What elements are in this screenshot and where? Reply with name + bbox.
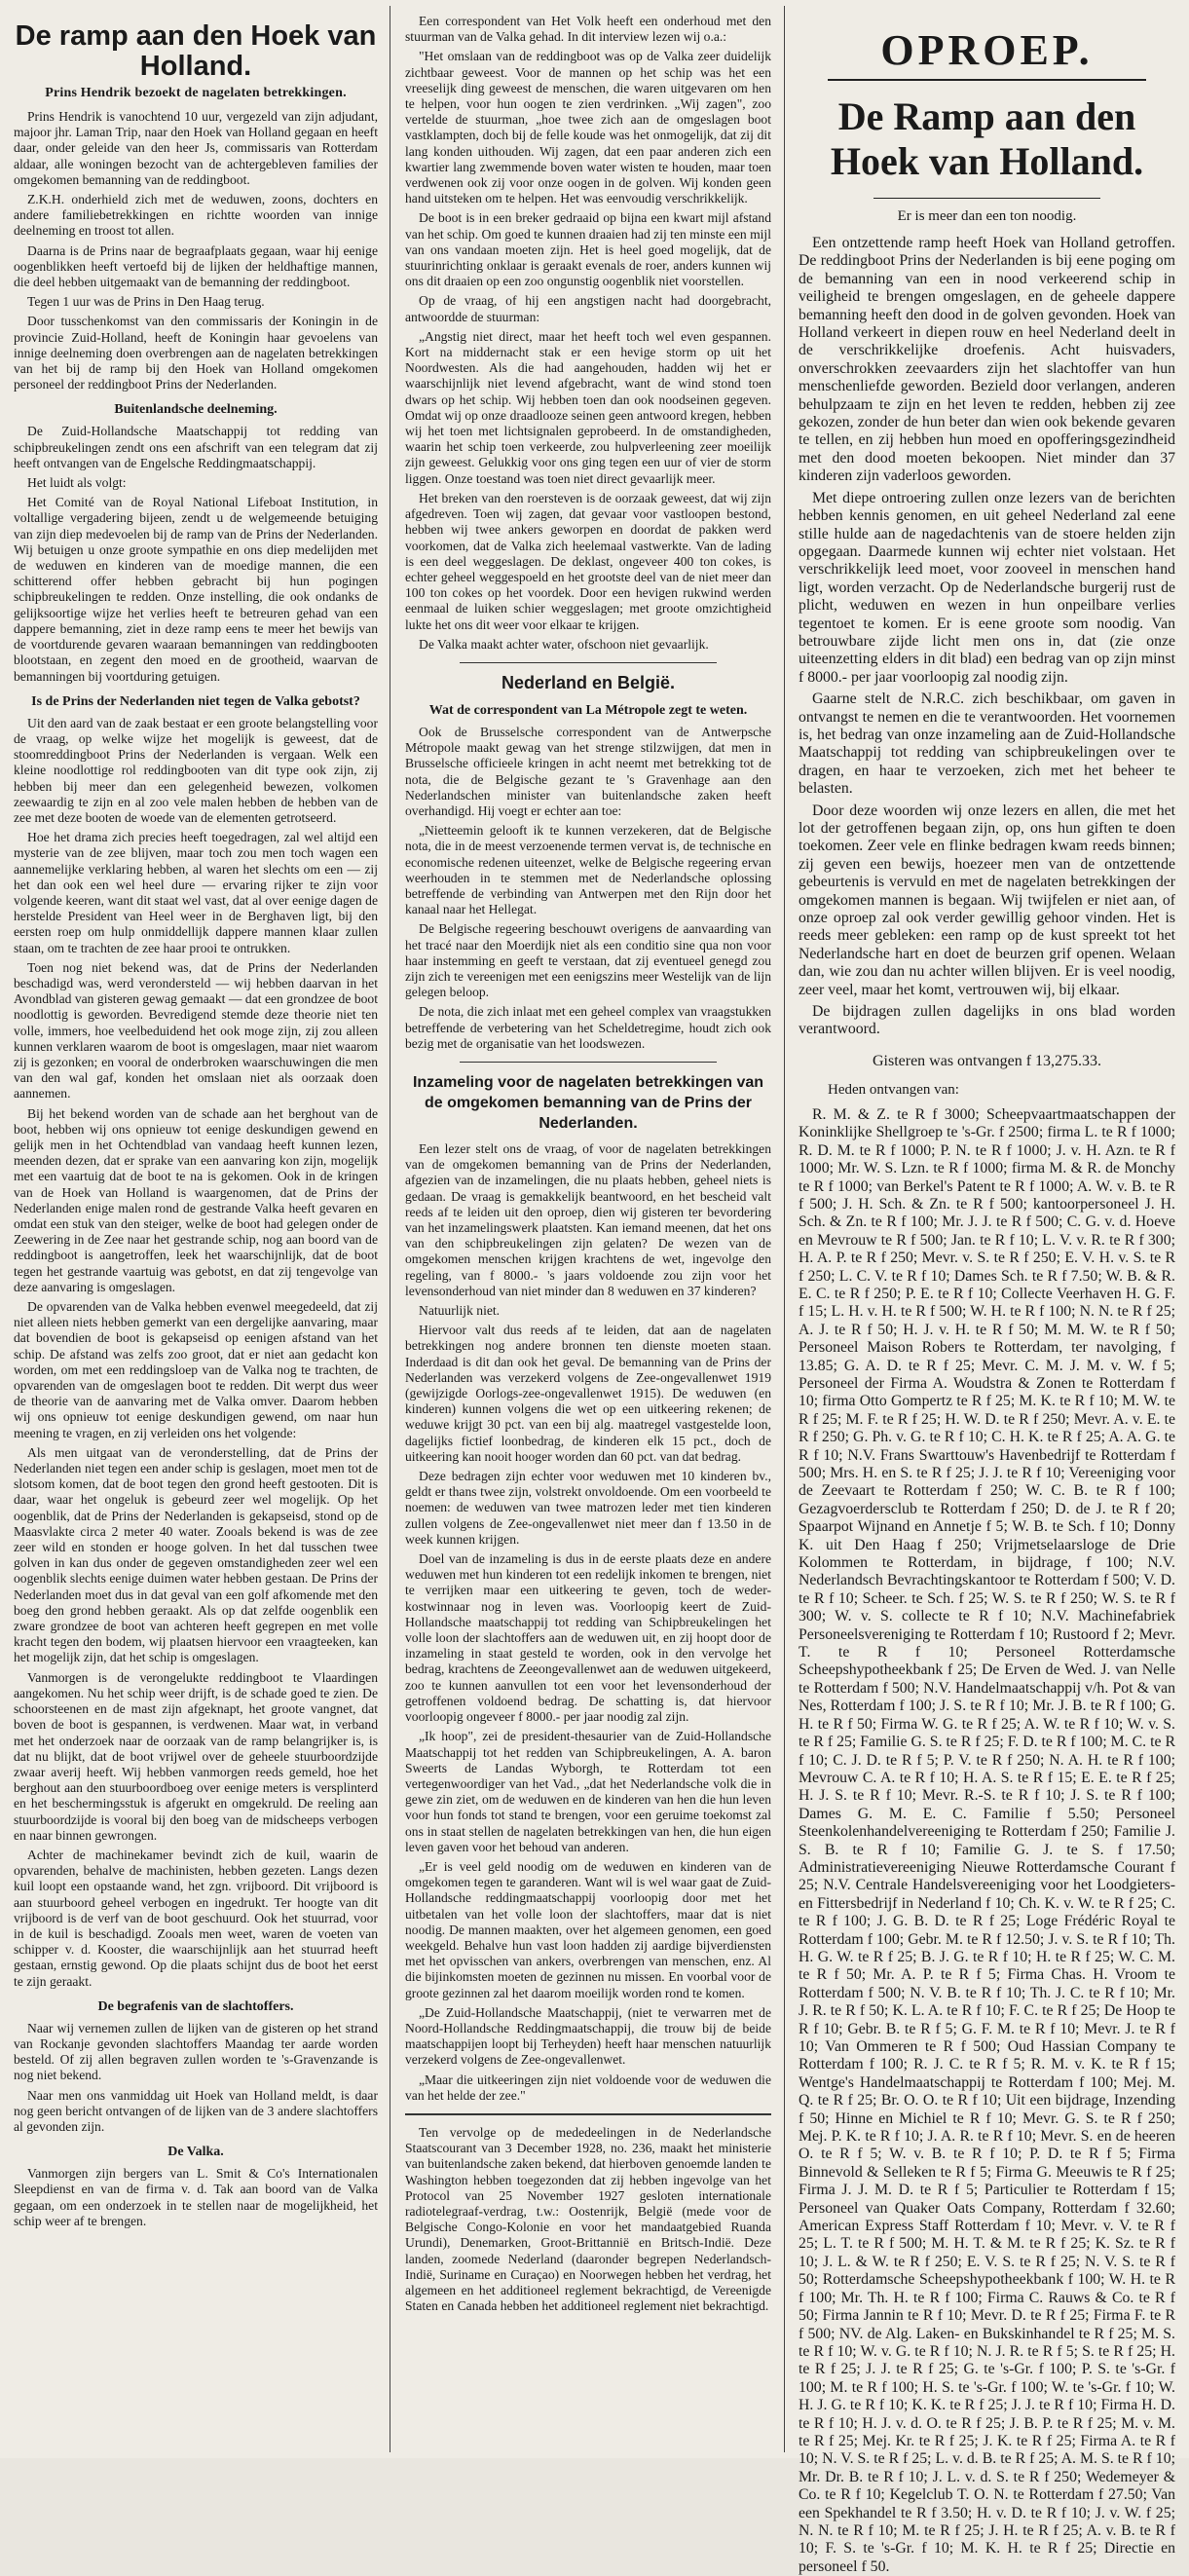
paragraph: Hiervoor valt dus reeds af te leiden, dat aan de nagelaten betrekkingen nog andere bronnen ten dienste moeten staan. Inderdaad is dit dan ook het geval. De bemanning van de Prins der Nederlanden was verzekerd volgens de Zee-ongevallenwet 1919 (gewijzigde Oorlogs-zee-ongevallenwet 1915). De weduwen (en kinderen) kunnen volgens die wet op een uitkeering rekenen; de weduwe krijgt 30 pct. van een bij alg. maatregel vastgestelde loon, dagelijks fictief loonbedrag, de kinderen elk 15 pct., doch de uitkeering kan nooit hooger worden dan 60 pct. van dat bedrag. bbox=[405, 1323, 771, 1464]
received-total: Gisteren was ontvangen f 13,275.33. bbox=[872, 1052, 1102, 1069]
paragraph: De boot is in een breker gedraaid op bijna een kwart mijl afstand van het schip. Om goed te kunnen draaien had zij ten minste een mijl van ons vandaan moeten zijn. Het is heel goed mogelijk, dat de stuurinrichting onklaar is geraakt evenals de roer, anders kunnen wij ons dit draaien op een zoo ongunstig oogenblik niet voorstellen. bbox=[405, 210, 771, 289]
paragraph: Een correspondent van Het Volk heeft een onderhoud met den stuurman van de Valka gehad. In dit interview lezen wij o.a.: bbox=[405, 14, 771, 45]
section-heading-buitenlandsche: Buitenlandsche deelneming. bbox=[114, 402, 278, 418]
received-today-label: Heden ontvangen van: bbox=[828, 1081, 959, 1098]
separator bbox=[460, 662, 716, 663]
paragraph: Deze bedragen zijn echter voor weduwen met 10 kinderen bv., geldt er thans twee zijn, volstrekt onvoldoende. Om een voorbeeld te noemen: de weduwen van twee matrozen leder met tien kinderen zullen volgens de Zee-ongevallenwet niet meer dan f 13.50 in de week kunnen krijgen. bbox=[405, 1469, 771, 1547]
article-title-ramp: De ramp aan den Hoek van Holland. bbox=[15, 20, 377, 82]
column-3 bbox=[787, 0, 1189, 2575]
paragraph: Door deze woorden wij onze lezers en allen, die met het lot der getroffenen begaan zijn, op, ons hun giften te doen toekomen. Zeer vele en flinke bedragen kwam reeds binnen; zij geven een bewijs, hoezeer men van de ontzettende gebeurtenis is vervuld en met de nagelaten betrekkingen der omgekomen mannen is begaan. Wij twijfelen er niet aan, of onze oproep zal ook verder gewillig gehoor vinden. Het is reeds meer gebleken: een ramp op de kust spreekt tot het Nederlandsche hart en doet de beurzen grif openen. Welaan dan, wie zou dan nu achter willen blijven. Er is veel noodig, zeer veel, maar het komt, vertrouwen wij, bij elkaar. bbox=[799, 802, 1175, 998]
article-subtitle-prins-hendrik: Prins Hendrik bezoekt de nagelaten betrekkingen. bbox=[45, 86, 347, 100]
paragraph: Doel van de inzameling is dus in de eerste plaats deze en andere weduwen met hun kinderen tot een redelijk inkomen te brengen, niet te verrijken maar een uitkeering te geven, toch de weder-kostwinnaar nog in leven was. Voorloopig keert de Zuid-Hollandsche maatschappij tot redding van Schipbreukelingen het volle loon der slachtoffers aan de weduwen uit, en zij hoopt door de inzameling in staat gesteld te worden, ook in den vervolge het bedrag, krachtens de Zeeongevallenwet aan de weduwen uitgekeerd, zoo te kunnen aanvullen tot een voor het levensonderhoud der getroffenen voldoend bedrag. De schatting is, dat hiervoor voorloopig ongeveer f 8000.- per jaar noodig zal zijn. bbox=[405, 1551, 771, 1725]
paragraph: De Zuid-Hollandsche Maatschappij tot redding van schipbreukelingen zendt ons een afschrift van een telegram dat zij heeft ontvangen van de Engelsche Reddingmaatschappij. bbox=[14, 424, 378, 470]
separator bbox=[460, 1062, 716, 1063]
paragraph: Het luidt als volgt: bbox=[27, 475, 127, 491]
section-heading-inzameling: Inzameling voor de nagelaten betrekkingen van de omgekomen bemanning van de Prins der Nederlanden. bbox=[412, 1073, 764, 1132]
paragraph: Z.K.H. onderhield zich met de weduwen, zoons, dochters en andere familiebetrekkingen en richtte woorden van innige deelneming en troost tot allen. bbox=[14, 192, 378, 239]
section-heading-valka: De Valka. bbox=[167, 2145, 224, 2160]
paragraph: De opvarenden van de Valka hebben evenwel meegedeeld, dat zij niet alleen niets hebben gemerkt van een dergelijke aanvaring, maar dat bovendien de boot is gekapseisd op eenigen afstand van het schip. De afstand was zelfs zoo groot, dat er niet aan gedacht kon worden, om met een reddingsloep van de Valka nog te trachten, de opvarenden van de omgeslagen boot te redden. Dit werpt dus weer de theorie van de aanvaring met de Valka omver. Daarom hebben wij ons opnieuw tot eenige deskundigen gewend, om naar hun meening te vragen, en zij verleiden ons het volgende: bbox=[14, 1299, 378, 1440]
paragraph: Prins Hendrik is vanochtend 10 uur, vergezeld van zijn adjudant, majoor jhr. Laman Trip, naar den Hoek van Holland gegaan en heeft daar, onder geleide van den heer Js, commissaris van Rotterdam aldaar, alle woningen bezocht van de achtergebleven families der omgekomen bemanning van de reddingboot. bbox=[14, 109, 378, 187]
paragraph: Het Comité van de Royal National Lifeboat Institution, in voltallige vergadering bijeen, zendt u de welgemeende betuiging van zijn diep medevoelen bij de ramp van de Prins der Nederlanden. Wij betuigen u onze groote sympathie en ons diep medelijden met de weduwen en kinderen van de moedige mannen, die een schitterend offer hebben gebracht bij hun pogingen schipbreukelingen te redden. Onze instelling, die ook ondanks de gelijksoortige wijze het verlies heeft te betreuren gehad van een dappere bemanning, ziet in deze ramp eens te meer het bewijs van de voortdurende gevaren waaraan bemanningen van reddingbooten blootstaan, en zegent den moed en de grootheid, waarvan de bemanningen bij voortduring getuigen. bbox=[14, 495, 378, 684]
paragraph: Met diepe ontroering zullen onze lezers van de berichten hebben kennis genomen, en uit geheel Nederland zal eene stille hulde aan de nagedachtenis van de stoere helden zijn opgegaan. Daarmede kunnen wij echter niet volstaan. Het verschrikkelijk leed moet, voor zooveel in menschen hand ligt, worden verzacht. Op de Nederlandsche burgerij rust de plicht, weduwen en wezen in hun onpeilbare verlies tegentoet te komen. Er is eene groote som noodig. Van betrouwbare zijde licht men ons in, dat (zie onze uiteenzetting elders in dit blad) een bedrag van op zijn minst f 8000.- per jaar voorloopig zal noodig zijn. bbox=[799, 489, 1175, 686]
paragraph: De nota, die zich inlaat met een geheel complex van vraagstukken betreffende de verbetering van het Scheldetregime, houdt zich ook bezig met de organisatie van het loodswezen. bbox=[405, 1004, 771, 1051]
column-1 bbox=[0, 0, 388, 2458]
paragraph: Als men uitgaat van de veronderstelling, dat de Prins der Nederlanden niet tegen een ander schip is geslagen, moet men tot de slotsom komen, dat de boot tegen den grond heeft gestooten. Dit is daar, waar het ongeluk is gebeurd zeer wel mogelijk. Op het oogenblik, dat de Prins der Nederlanden is gekapseisd, stond op de Maasvlakte circa 2 meter 40 water. Zooals bekend is was de zee zeer wild en stonden er hooge golven. In het dal tusschen twee golven in kan dus onder de gegeven omstandigheden zeer wel een oogenblik slechts eenige duimen water hebben gestaan. De Prins der Nederlanden moet dus in dat geval van een golf afkomende met den boeg den grond hebben geraakt. Als op dat zelfde oogenblik een zware grondzee de boot van achteren heeft gegrepen en met volle kracht tegen den bodem, wij plaatsen hiervoor een vraagteeken, kan het mogelijk zijn, dat het schip is omgeslagen. bbox=[14, 1444, 378, 1665]
oproep-heading: OPROEP. bbox=[880, 26, 1094, 74]
paragraph: Een ontzettende ramp heeft Hoek van Holland getroffen. De reddingboot Prins der Nederlanden is bij eene poging om de bemanning van een in nood verkeerend schip in veiligheid te brengen omgeslagen, en de geheele dappere bemanning heeft den dood in de golven gevonden. Hoek van Holland verkeert in diepen rouw en heel Nederland deelt in de verschrikkelijke droefenis. Acht huisvaders, onverschrokken zeevaarders zijn het slachtoffer van hun menschenliefde geworden. Bezield door verlangen, anderen behulpzaam te zijn en het leven te redden, hebben zij zee gekozen, zonder de hun beter dan wien ook bekende gevaren te tellen, en zij hebben hun moed en opofferingsgezindheid met den dood moeten bekoopen. Niet minder dan 37 kinderen zijn vaderloos geworden. bbox=[799, 235, 1175, 485]
separator bbox=[873, 198, 1099, 199]
oproep-title: De Ramp aan den Hoek van Holland. bbox=[830, 94, 1144, 183]
paragraph: „Ik hoop", zei de president-thesaurier van de Zuid-Hollandsche Maatschappij tot het redden van Schipbreukelingen, A. A. baron Sweerts de Landas Wyborgh, te Rotterdam tot een vertegenwoordiger van het Vad., „dat het Nederlandsche volk die in gewe zin ziet, om de weduwen en de kinderen van hen die hun leven voor hun fonds tot stand te brengen, voor een geruime toekomst zal ons in staat stellen de nagelaten betrekkingen van hen, die hun eigen leven gaven voor het behoud van anderen. bbox=[405, 1729, 771, 1854]
paragraph: De Valka maakt achter water, ofschoon niet gevaarlijk. bbox=[419, 636, 709, 652]
paragraph: Ten vervolge op de mededeelingen in de Nederlandsche Staatscourant van 3 December 1928, no. 236, maakt het ministerie van buitenlandsche zaken bekend, dat hierboven genoemde landen te Washington hebben toegezonden dat zij hebben ingevolge van het Protocol van 25 November 1927 gesloten internationale radiotelegraaf-verdrag, t.w.: Oostenrijk, België (mede voor de Belgische Congo-Kolonie en voor het mandaatgebied Ruanda Urundi), Denemarken, Groot-Brittannië en Britsch-Indië. Deze landen, zoomede Nederland (daaronder begrepen Nederlandsch-Indië, Suriname en Curaçao) en Noorwegen hebben het verdrag, het algemeen en het additioneel reglement bekrachtigd, de Vereenigde Staten en Canada hebben het additioneel reglement niet bekrachtigd. bbox=[405, 2124, 771, 2314]
paragraph: Toen nog niet bekend was, dat de Prins der Nederlanden beschadigd was, werd verondersteld — wij hebben daarvan in het Avondblad van gisteren gewag gemaakt — dat een grondzee de boot noodlottig is geworden. Bevredigend stemde deze theorie niet ten volle, immers, hoe veelbeduidend het ook moge zijn, zij zou alleen kunnen verklaren waarom de boot is omgeslagen, maar niet waarom zij is gezonken; en vooral de onderbroken waarschuwingen die men van den wal gaf, konden het omslaan niet als oorzaak doen aannemen. bbox=[14, 959, 378, 1101]
paragraph: Bij het bekend worden van de schade aan het berghout van de boot, hebben wij ons opnieuw tot eenige deskundigen gewend en gelijk men in het Ochtendblad van vandaag heeft kunnen lezen, meenden dezen, dat er sprake van een aanvaring kon zijn, mogelijk met een vaartuig dat de boot te na is gekomen. Ook in de kringen van de Hoek van Holland is waargenomen, dat de Prins der Nederlanden enige malen rond de gestrande Valka heeft gevaren en omdat een stuk van den steiger, welke de boot had gelegen onder de Zeewering in de Zee naar het gestrande schip, nog aan boord van de reddingboot is aangetroffen, leek het waarschijnlijk, dat de boot tegen het gestrande vaartuig was gebotst, en dat zij tengevolge van deze aanvaring is omgeslagen. bbox=[14, 1105, 378, 1294]
paragraph: „De Zuid-Hollandsche Maatschappij, (niet te verwarren met de Noord-Hollandsche Reddingmaatschappij, die trouw bij de beide maatschappijen loopt bij Terheyden) heeft haar menschen natuurlijk verzekerd volgens de Zee-ongevallenwet. bbox=[405, 2004, 771, 2068]
paragraph: Een lezer stelt ons de vraag, of voor de nagelaten betrekkingen van de omgekomen bemanning van de Prins der Nederlanden, afgezien van de inzamelingen, die nu plaats hebben, geheel niets is gedaan. De vraag is gemakkelijk beantwoord, en het bescheid valt reeds af te leiden uit den oproep, dien wij gisteren ter bevordering van het inzamelingswerk plaatsten. Kan iemand meenen, dat het ons van den schipbreukelingen zijn gelaten? De wezen van de omgekomen menschen krijgen krachtens de wet, ingevolge den regeling, van f 8000.- 's jaars voldoende zou zijn voor het levensonderhoud van niet minder dan 8 weduwen en 37 kinderen? bbox=[405, 1140, 771, 1298]
paragraph: Vanmorgen zijn bergers van L. Smit & Co's Internationalen Sleepdienst en van de firma v. d. Tak aan boord van de Valka gegaan, om een onderzoek in te stellen naar de mogelijkheid, het schip weer af te brengen. bbox=[14, 2166, 378, 2228]
paragraph: Uit den aard van de zaak bestaat er een groote belangstelling voor de vraag, op welke wijze het mogelijk is geweest, dat de stoomreddingboot Prins der Nederlanden is vergaan. Welk een kleine noodlottige rol reddingbooten van dit type ook zijn, zij hebben bij meer dan een gelegenheid bewezen, volkomen zeewaardig te zijn en al zoo vele malen hebben de hebben van de zee met deze booten de woede van de elementen getrotseerd. bbox=[14, 715, 378, 825]
column-2 bbox=[393, 0, 781, 2458]
section-heading-nederland-belgie: Nederland en België. bbox=[501, 672, 676, 692]
paragraph: Tegen 1 uur was de Prins in Den Haag terug. bbox=[27, 294, 265, 310]
paragraph: "Het omslaan van de reddingboot was op de Valka zeer duidelijk zichtbaar geweest. Voor de mannen op het schip was het een vreeselijk ding geweest de menschen, die waren uitgevaren om hen te helpen, voor hun oogen te zien verdrinken. „Wij zagen", zoo vertelde de stuurman, „hoe twee zich aan de omgeslagen boot vastklampten, doch bij de felle koude was het onmogelijk, dat zij dit lang konden uithouden. Wij zagen, dat een paar anderen zich een kwartier lang zwemmende boven water wisten te houden, maar toen verdwenen ook zij voor onze oogen in de golven. Wij konden geen hand uitsteken om te helpen. Het was eenvoudig verschrikkelijk. bbox=[405, 49, 771, 206]
paragraph: Op de vraag, of hij een angstigen nacht had doorgebracht, antwoordde de stuurman: bbox=[405, 293, 771, 324]
paragraph: Het breken van den roersteven is de oorzaak geweest, dat wij zijn afgedreven. Toen wij zagen, dat gevaar voor vastloopen bestond, hebben wij twee ankers geworpen en doordat de pakken werd voorkomen, dat de Valka zich heelemaal vastwerkte. Van de lading is een deel weggeslagen. De deklast, ongeveer 400 ton cokes, is echter geheel weggespoeld en het grootste deel van de niet meer dan 100 ton cokes op het voordek. Door een hevigen rukwind werden eenmaal de luiken schier weggeslagen; met groote omzichtigheid lukte het ons dit weer voor elkaar te krijgen. bbox=[405, 490, 771, 632]
paragraph: Naar wij vernemen zullen de lijken van de gisteren op het strand van Rockanje gevonden slachtoffers Maandag ter aarde worden besteld. Of zij allen begraven zullen worden te 's-Gravenzande is nog niet bekend. bbox=[14, 2020, 378, 2083]
paragraph: „Nietteemin gelooft ik te kunnen verzekeren, dat de Belgische nota, die in de meest verzoenende termen vervat is, de technische en economische redenen uiteenzet, welke de Belgische regeering ervan weerhouden in te stemmen met de Nederlandsche oplossing betreffende de verbinding van Antwerpen met den Rijn door het kanaal naar het Hellegat. bbox=[405, 823, 771, 917]
paragraph: „Maar die uitkeeringen zijn niet voldoende voor de weduwen die van het helde der zee." bbox=[405, 2072, 771, 2103]
paragraph: Natuurlijk niet. bbox=[419, 1303, 501, 1319]
separator bbox=[828, 79, 1146, 81]
section-heading-begrafenis: De begrafenis van de slachtoffers. bbox=[97, 1998, 294, 2014]
paragraph: Ook de Brusselsche correspondent van de Antwerpsche Métropole maakt gewag van het strenge stilzwijgen, dat men in Brusselsche officieele kringen in acht neemt met betrekking tot de nota, die de Belgische gezant te 's Gravenhage aan den Nederlandschen minister van buitenlandsche zaken heeft overhandigd. Hij voegt er echter aan toe: bbox=[405, 724, 771, 818]
paragraph: De bijdragen zullen dagelijks in ons blad worden verantwoord. bbox=[799, 1003, 1175, 1038]
paragraph: Daarna is de Prins naar de begraafplaats gegaan, waar hij eenige oogenblikken heeft vertoefd bij de lijken der heldhaftige mannen, die deel hebben uitgemaakt van de bemanning der reddingboot. bbox=[14, 243, 378, 290]
section-heading-valka-gebotst: Is de Prins der Nederlanden niet tegen de Valka gebotst? bbox=[31, 693, 360, 709]
donations-list: R. M. & Z. te R f 3000; Scheepvaartmaatschappen der Koninklijke Shellgroep te 's-Gr. f 2500; firma L. te R f 1000; R. D. M. te R f 1000; P. N. te R f 1000; J. v. H. Azn. te R f 1000; Mr. W. S. Lzn. te R f 1000; firma M. & R. de Monchy te R f 1000; van Berkel's Patent te R f 1000; A. W. v. B. te R f 500; J. H. Sch. & Zn. te R f 500; kantoorpersoneel J. H. Sch. & Zn. te R f 100; Mr. J. J. te R f 500; C. G. v. d. Hoeve en Mevrouw te R f 500; Jan. te R f 10; L. V. v. R. te R f 300; H. A. P. te R f 250; Mevr. v. S. te R f 250; E. V. H. v. S. te R f 250; L. C. V. te R f 10; Dames Sch. te R f 7.50; W. B. & R. E. C. te R f 250; P. E. te R f 10; Collecte Veerhaven H. G. F. f 15; L. H. v. H. te R f 500; W. H. te R f 100; N. N. te R f 25; A. J. te R f 50; H. J. v. H. te R f 50; M. M. W. te R f 50; Personeel Maison Robers te Rotterdam, ter navolging, f 13.85; G. A. D. te R f 25; Mevr. C. M. J. M. v. W. f 5; Personeel der Firma A. Woudstra & Zonen te Rotterdam f 10; firma Otto Gompertz te R f 25; M. K. te R f 10; M. W. te R f 25; M. F. te R f 25; H. W. D. te R f 250; Mevr. A. v. E. te R f 250; G. Ph. v. G. te R f 10; C. H. K. te R f 25; A. A. G. te R f 10; N.V. Frans Swarttouw's Havenbedrijf te Rotterdam f 500; Mrs. H. en S. te R f 25; J. J. te R f 10; Vereeniging voor de Zeevaart te Rotterdam f 250; W. C. B. te R f 100; Gezagvoerdersclub te Rotterdam f 250; D. de J. te R f 20; Spaarpot Wijnand en Annetje f 5; W. B. te Sch. f 10; Donny K. uit Den Haag f 250; Vrijmetselaarsloge de Drie Kolommen te Rotterdam, in bijdrage, f 100; N.V. Nederlandsch Bevrachtingskantoor te Rotterdam f 500; V. D. te R f 10; Scheer. te Sch. f 25; W. S. te R f 250; W. S. te R f 300; W. v. S. collecte te R f 10; N.V. Machinefabriek Personeelsvereniging te Rotterdam f 10; Rustoord f 2; Mevr. T. te R f 10; Personeel Rotterdamsche Scheepshypotheekbank f 25; De Erven de Wed. J. van Nelle te Rotterdam f 500; N.V. Handelmaatschappij v/h. Pot & van Nes, Rotterdam f 100; J. S. te R f 10; Mr. J. B. te R f 100; G. H. te R f 50; Firma W. G. te R f 25; A. W. te R f 10; W. v. S. te R f 25; Familie G. S. te R f 25; F. D. te R f 100; M. C. te R f 10; C. J. D. te R f 5; P. V. te R f 250; N. A. H. te R f 100; Mevrouw C. A. te R f 10; H. A. S. te R f 15; E. E. te R f 25; H. J. S. te R f 10; Mevr. R.-S. te R f 10; J. S. te R f 100; Dames G. M. E. C. Familie f 5.50; Personeel Steenkolenhandelvereeniging te Rotterdam f 250; Familie J. S. B. te R f 10; Familie G. J. te S. f 17.50; Administratievereeniging Nieuwe Rotterdamsche Courant f 25; N.V. Centrale Handelsvereeniging voor het Loodgieters- en Fittersbedrijf in Nederland f 10; Ch. K. v. W. te R f 25; C. te R f 100; J. G. B. D. te R f 25; Loge Frédéric Royal te Rotterdam f 100; Gebr. M. te R f 12.50; J. v. S. te R f 10; Th. H. G. W. te R f 25; B. J. G. te R f 10; H. te R f 25; W. C. M. te R f 50; Mr. A. P. te R f 5; Firma Chas. H. Vroom te Rotterdam f 500; N. V. B. te R f 10; Th. J. C. te R f 10; Mr. J. R. te R f 50; K. L. A. te R f 10; F. C. te R f 25; De Hoop te R f 10; Gebr. B. te R f 5; G. F. M. te R f 10; Mevr. J. te R f 10; Van Ommeren te R f 500; Oud Hassian Company te Rotterdam f 100; R. J. C. te R f 5; R. M. v. K. te R f 15; Wentge's Handelmaatschappij te Rotterdam f 100; Mej. M. Q. te R f 25; Br. O. O. te R f 10; Uit een bijdrage, Inzending f 50; Hinne en Michiel te R f 10; Mevr. G. S. te R f 250; Mej. P. K. te R f 10; J. A. R. te R f 10; Mevr. S. en de heeren O. te R f 5; W. v. B. te R f 10; P. D. te R f 5; Firma Binnevold & Selleken te R f 5; Firma G. Meeuwis te R f 25; Firma J. J. M. D. te R f 5; Particulier te Rotterdam f 15; Personeel van Quaker Oats Company, Rotterdam f 32.60; American Express Staff Rotterdam f 10; Mevr. v. V. te R f 25; L. T. te R f 500; M. H. T. & M. te R f 25; K. Sz. te R f 10; J. L. & W. te R f 250; E. V. S. te R f 25; N. V. S. te R f 50; Rotterdamsche Scheepshypotheekbank f 100; W. H. te R f 100; Mr. Th. H. te R f 100; Firma C. Rauws & Co. te R f 50; Firma Jannin te R f 10; Mevr. D. te R f 25; Firma F. te R f 500; NV. de Alg. Laken- en Bukskinhandel te R f 25; M. S. te R f 10; W. v. G. te R f 10; N. J. R. te R f 5; S. te R f 25; H. te R f 25; J. J. te R f 25; G. te 's-Gr. f 100; P. S. te 's-Gr. f 100; M. te R f 100; H. S. te 's-Gr. f 100; W. te 's-Gr. f 10; W. H. J. G. te R f 10; K. K. te R f 25; J. J. te R f 10; Firma H. D. te R f 10; H. J. v. d. O. te R f 25; J. B. P. te R f 25; M. v. M. te R f 25; Mej. Kr. te R f 25; J. K. te R f 25; Firma A. te R f 10; N. V. S. te R f 25; L. v. d. B. te R f 25; A. M. S. te R f 10; Mr. Dr. B. te R f 10; J. L. v. d. S. te R f 250; Wedemeyer & Co. te R f 10; Kegelclub T. O. N. te Rotterdam f 27.50; Van een Spekhandel te R f 3.50; H. v. D. te R f 10; J. v. W. f 25; N. N. te R f 10; M. te R f 25; J. H. te R f 25; A. v. B. te R f 10; F. S. te 's-Gr. f 10; M. K. H. te R f 25; Directie en personeel f 50. bbox=[799, 1105, 1175, 2575]
paragraph: Naar men ons vanmiddag uit Hoek van Holland meldt, is daar nog geen bericht ontvangen of de lijken van de 3 andere slachtoffers al gevonden zijn. bbox=[14, 2087, 378, 2134]
column-rule-2 bbox=[784, 6, 785, 2452]
oproep-subtitle: Er is meer dan een ton noodig. bbox=[897, 208, 1077, 224]
paragraph: De Belgische regeering beschouwt overigens de aanvaarding van het tracé naar den Moerdijk niet als een conditio sine qua non voor haar instemming en geeft te verstaan, dat zij eventueel genegd zou zijn zich te vereenigen met een eenigszins meer Westelijk van de lijn gelegen beloop. bbox=[405, 921, 771, 1000]
paragraph: Vanmorgen is de verongelukte reddingboot te Vlaardingen aangekomen. Nu het schip weer drijft, is de schade goed te zien. De schoorsteenen en de mast zijn afgeknapt, het groote vangnet, dat boven de boot is gespannen, is verdwenen. Maar wat, in verband met het onderzoek naar de oorzaak van de ramp belangrijker is, is dat nu blijkt, dat de boot vrijwel over de geheele stuurboordzijde zwaar averij heeft. Wij hebben vanmorgen reeds gemeld, hoe het berghout aan den stuurboordboeg over eenige meters is versplinterd en het beschermingsstuk is afgerukt en omgekruld. De reeling aan stuurboordzijde is vooral bij den boeg van de midscheeps verbogen en naar binnen gewrongen. bbox=[14, 1669, 378, 1843]
paragraph: Achter de machinekamer bevindt zich de kuil, waarin de opvarenden, behalve de machinisten, hebben gezeten. Langs dezen kuil loopt een opstaande wand, het zgn. vrijboord. Dit vrijboord is aan stuurboord geheel verbogen en ingedrukt. Ter hoogte van dit vrijboord is de verf van de boot geschuurd. Ook het stuurrad, voor in de kuil is beschadigd. Zooals men weet, waren de voeten van schipper v. d. Kooster, die waarschijnlijk aan het stuurrad heeft gestaan, ernstig gewond. Op die plaats schijnt dus de boot het eerst te zijn geraakt. bbox=[14, 1847, 378, 1989]
paragraph: „Er is veel geld noodig om de weduwen en kinderen van de omgekomen tegen te garanderen. Want wil is wel waar gaat de Zuid-Hollandsche reddingmaatschappij voorloopig door met het uitbetalen van het volle loon der slachtoffers, maar dat is niet noodig. De mannen maakten, over het algemeen genomen, een goed weekgeld. Behalve hun vast loon hadden zij aardige bijverdiensten met het opvisschen van ankers, overbrengen van menschen, enz. Al die bijinkomsten moeten de gezinnen nu missen. En voorbal voor de groote gezinnen zal het daarom moeilijk worden rond te komen. bbox=[405, 1858, 771, 2000]
paragraph: Door tusschenkomst van den commissaris der Koningin in de provincie Zuid-Holland, heeft de Koningin haar gevoelens van innige deelneming doen overbrengen aan de nagelaten betrekkingen van het bij de ramp bij den Hoek van Holland omgekomen personeel der reddingboot Prins der Nederlanden. bbox=[14, 314, 378, 392]
paragraph: Hoe het drama zich precies heeft toegedragen, zal wel altijd een mysterie van de zee blijven, maar toch zou men toch wagen een aannemelijke verklaring hebben, al waren het slechts om een — zij het dan ook een wel heel dure — ervaring rijker te zijn voor volgende keeren, want dit staat wel vast, dat al over eenige dagen de herstelde President van Heel weer in de Berghaven ligt, bij den eersten roep om hulp onmiddellijk dappere mannen klaar zullen staan, om te trachten de zee haar prooi te ontrukken. bbox=[14, 830, 378, 955]
paragraph: „Angstig niet direct, maar het heeft toch wel even gespannen. Kort na middernacht stak er een hevige storm op uit het Noordwesten. Als die had aangehouden, hadden wij het er waarschijnlijk niet levend afgebracht, want de wind stond toen dwars op het schip. Wij hebben toen dan ook noodseinen gegeven. Omdat wij op onze draadlooze seinen geen antwoord kregen, hebben wij het toen met lichtsignalen geprobeerd. In de omstandigheden, waarin het schip toen verkeerde, zou hulpverleening zeer moeilijk zijn geweest. Gelukkig voor ons ging tegen een uur of vier de storm liggen. Onze toestand was toen niet direct gevaarlijk meer. bbox=[405, 328, 771, 486]
paragraph: Gaarne stelt de N.R.C. zich beschikbaar, om gaven in ontvangst te nemen en die te verantwoorden. Het voornemen is, het bedrag van onze inzameling aan de Zuid-Hollandsche Maatschappij tot redding van schipbreukelingen over te dragen, en haar te verzoeken, zich met het beheer te belasten. bbox=[799, 691, 1175, 798]
separator bbox=[405, 2113, 771, 2115]
section-subheading-metropole: Wat de correspondent van La Métropole zegt te weten. bbox=[428, 702, 748, 718]
